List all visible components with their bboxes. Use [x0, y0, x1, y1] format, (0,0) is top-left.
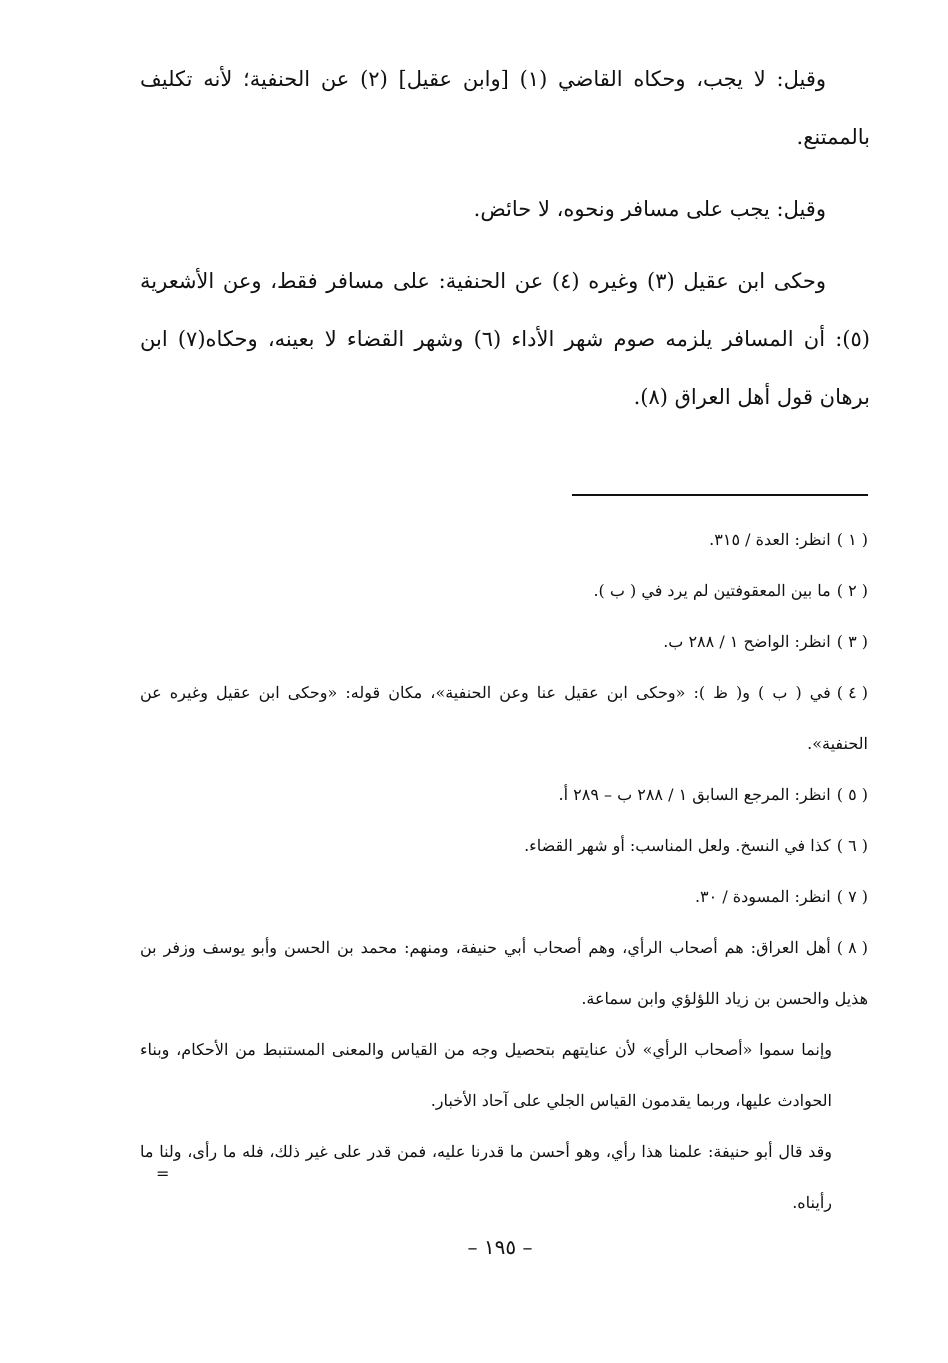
footnote	[140, 769, 868, 820]
footnote	[140, 514, 868, 565]
footnote-continuation: وإنما سموا «أصحاب الرأي» لأن عنايتهم بتحصيل وجه من القياس والمعنى المستنبط من الأحكام، وبناء الحوادث عليها، وربما يقدمون القياس الجلي على آحاد الأخبار.	[140, 1040, 832, 1110]
footnotes	[140, 514, 868, 1228]
footnote-number: ( ٧ )	[836, 887, 868, 906]
footnote-text: انظر: المرجع السابق ١ / ٢٨٨ ب – ٢٨٩ أ.	[558, 785, 831, 804]
footnote-number: ( ٦ )	[836, 836, 868, 855]
continuation-mark: =	[156, 1164, 170, 1183]
footnote	[140, 922, 868, 1024]
main-text	[140, 50, 870, 440]
footnote-continuation: وقد قال أبو حنيفة: علمنا هذا رأي، وهو أحسن ما قدرنا عليه، فمن قدر على غير ذلك، فله ما رأى، ولنا ما رأيناه.	[140, 1142, 832, 1212]
footnote-text: انظر: الواضح ١ / ٢٨٨ ب.	[663, 632, 831, 651]
footnote-separator	[572, 494, 868, 496]
paragraph: وحكى ابن عقيل (٣) وغيره (٤) عن الحنفية: على مسافر فقط، وعن الأشعرية (٥): أن المسافر يلزمه صوم شهر الأداء (٦) وشهر القضاء لا بعينه، وحكاه(٧) ابن برهان قول أهل العراق (٨).	[140, 269, 870, 409]
paragraph: وقيل: لا يجب، وحكاه القاضي (١) [وابن عقيل] (٢) عن الحنفية؛ لأنه تكليف بالممتنع.	[140, 67, 870, 149]
footnote-text: انظر: العدة / ٣١٥.	[709, 530, 831, 549]
paragraph: وقيل: يجب على مسافر ونحوه، لا حائض.	[473, 197, 826, 221]
footnote	[140, 616, 868, 667]
footnote-text: أهل العراق: هم أصحاب الرأي، وهم أصحاب أبي حنيفة، ومنهم: محمد بن الحسن وأبو يوسف وزفر بن هذيل والحسن بن زياد اللؤلؤي وابن سماعة.	[140, 938, 868, 1008]
footnote	[140, 871, 868, 922]
footnote-number: ( ٥ )	[836, 785, 868, 804]
footnote	[140, 667, 868, 769]
footnote-text: كذا في النسخ. ولعل المناسب: أو شهر القضاء.	[524, 836, 831, 855]
footnote	[140, 565, 868, 616]
footnote-text: انظر: المسودة / ٣٠.	[694, 887, 831, 906]
footnote-number: ( ٢ )	[836, 581, 868, 600]
footnote-text: في ( ب ) و( ظ ): «وحكى ابن عقيل عنا وعن الحنفية»، مكان قوله: «وحكى ابن عقيل وغيره عن الحنفية».	[140, 683, 868, 753]
page-number: – ١٩٥ –	[467, 1235, 533, 1259]
footnote	[140, 820, 868, 871]
footnote-number: ( ٣ )	[836, 632, 868, 651]
footnote-number: ( ٤ )	[836, 683, 868, 702]
footnote-text: ما بين المعقوفتين لم يرد في ( ب ).	[593, 581, 831, 600]
footnote-number: ( ٨ )	[836, 938, 868, 957]
footnote-number: ( ١ )	[836, 530, 868, 549]
